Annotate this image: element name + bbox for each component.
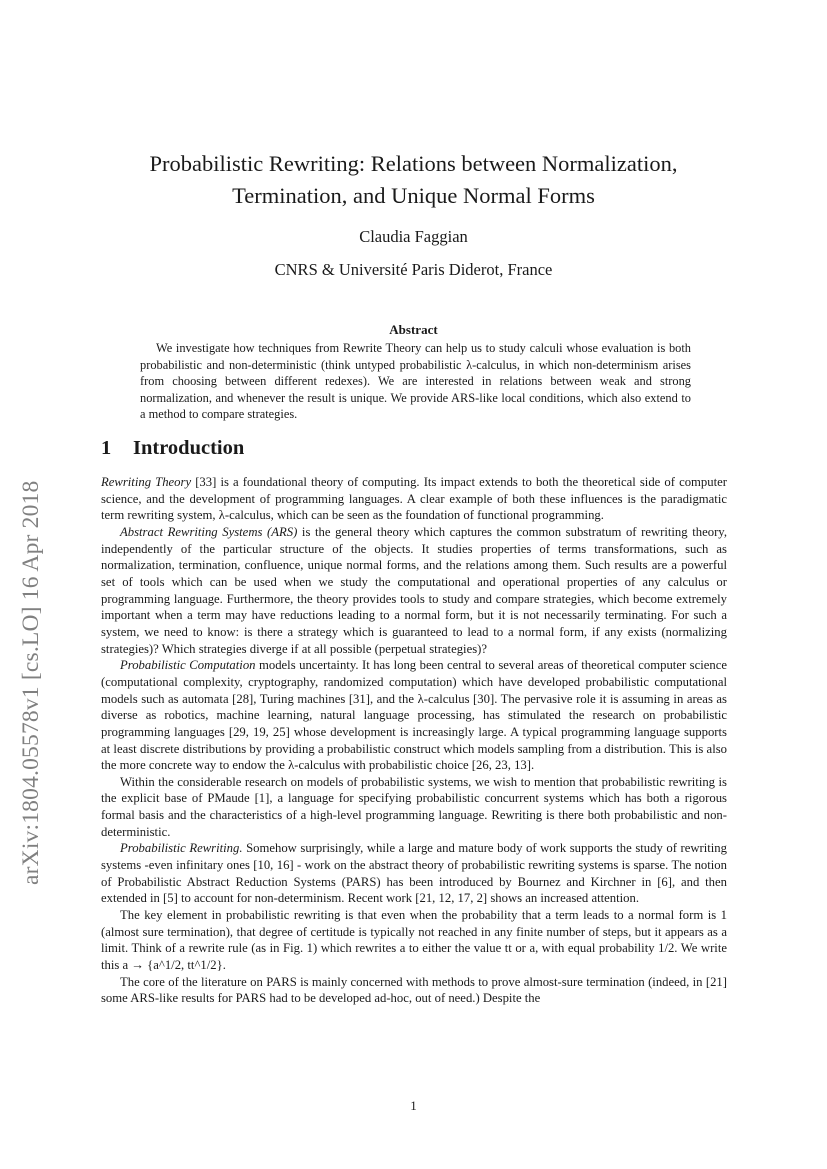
section-title: Introduction xyxy=(133,437,245,459)
title-line-1: Probabilistic Rewriting: Relations between Normalization, xyxy=(149,151,678,176)
paragraph-lead: Abstract Rewriting Systems (ARS) xyxy=(120,524,298,539)
page-number: 1 xyxy=(410,1098,417,1113)
paragraph-lead: Probabilistic Rewriting. xyxy=(120,841,243,856)
paragraph xyxy=(101,524,727,657)
paragraph xyxy=(101,974,727,1007)
section-heading xyxy=(101,437,244,460)
paragraph xyxy=(101,657,727,774)
paragraph-text: Somehow surprisingly, while a large and mature body of work supports the study of rewriting systems -even infinitary ones [10, 16] - work on the abstract theory of probabilistic rewriting systems is sparse. The notion of Probabilistic Abstract Reduction Systems (PARS) has been introduced by Bournez and Kirchner in [6], and then extended in [5] to account for non-determinism. Recent work [21, 12, 17, 2] shows an increased attention. xyxy=(101,841,727,906)
paragraph-lead: Rewriting Theory xyxy=(101,475,192,489)
paragraph xyxy=(101,774,727,841)
title-line-2: Termination, and Unique Normal Forms xyxy=(232,183,595,208)
arxiv-identifier: arXiv:1804.05578v1 [cs.LO] 16 Apr 2018 xyxy=(18,480,44,885)
paragraph xyxy=(101,474,727,524)
author-name: Claudia Faggian xyxy=(359,227,468,246)
paragraph xyxy=(101,907,727,974)
paragraph-text: models uncertainty. It has long been central to several areas of theoretical computer science (computational complexity, cryptography, randomized computation) which have developed probabilistic computational models such as automata [28], Turing machines [31], and the λ-calculus [30]. The pervasive role it is assuming in areas as diverse as robotics, machine learning, natural language processing, has stimulated the research on probabilistic programming languages [29, 19, 25] whose development is increasingly large. A typical programming language supports at least discrete distributions by providing a probabilistic construct which models sampling from a distribution. This is also the more concrete way to endow the λ-calculus with probabilistic choice [26, 23, 13]. xyxy=(101,658,727,773)
paragraph-text: The key element in probabilistic rewriting is that even when the probability that a term leads to a normal form is 1 (almost sure termination), that degree of certitude is typically not reached in any finite number of steps, but it appears as a limit. Think of a rewrite rule (as in Fig. 1) which rewrites a to either the value tt or a, with equal probability 1/2. We write this a → {a^1/2, tt^1/2}. xyxy=(101,908,727,973)
abstract-text: We investigate how techniques from Rewrite Theory can help us to study calculi whose evaluation is both probabilistic and non-deterministic (think untyped probabilistic λ-calculus, in which non-determinism arises from choosing between different redexes). We are interested in relations between weak and strong normalization, and whenever the result is unique. We provide ARS-like local conditions, which also extend to a method to compare strategies. xyxy=(140,341,691,421)
author-affiliation: CNRS & Université Paris Diderot, France xyxy=(274,260,553,279)
section-number: 1 xyxy=(101,437,112,459)
paragraph xyxy=(101,840,727,907)
body-text xyxy=(101,474,727,1007)
paragraph-text: is the general theory which captures the common substratum of rewriting theory, independently of the particular structure of the objects. It studies properties of terms transformations, such as normalization, termination, confluence, unique normal forms, and the relations among them. Such results are a powerful set of tools which can be used when we study the computational and operational properties of any calculus or programming language. Furthermore, the theory provides tools to study and compare strategies, which become extremely important when a term may have reductions leading to a normal form, but it is not necessarily terminating. For such a system, we need to know: is there a strategy which is guaranteed to lead to a normal form, if any exists (normalizing strategies)? Which strategies diverge if at all possible (perpetual strategies)? xyxy=(101,524,727,656)
paragraph-lead: Probabilistic Computation xyxy=(120,658,256,673)
paragraph-text: [33] is a foundational theory of computing. Its impact extends to both the theoretical side of computer science, and the development of programming languages. A clear example of both these influences is the paradigmatic term rewriting system, λ-calculus, which can be seen as the foundation of functional programming. xyxy=(101,475,727,523)
paragraph-text: Within the considerable research on models of probabilistic systems, we wish to mention that probabilistic rewriting is the explicit base of PMaude [1], a language for specifying probabilistic concurrent systems which has both a rigorous formal basis and the characteristics of a high-level programming language. Rewriting is there both probabilistic and non-deterministic. xyxy=(101,774,727,839)
paragraph-text: The core of the literature on PARS is mainly concerned with methods to prove almost-sure termination (indeed, in [21] some ARS-like results for PARS had to be developed ad-hoc, out of need.) Despite the xyxy=(101,974,727,1006)
abstract-heading: Abstract xyxy=(389,322,438,337)
paper-title xyxy=(100,148,727,212)
